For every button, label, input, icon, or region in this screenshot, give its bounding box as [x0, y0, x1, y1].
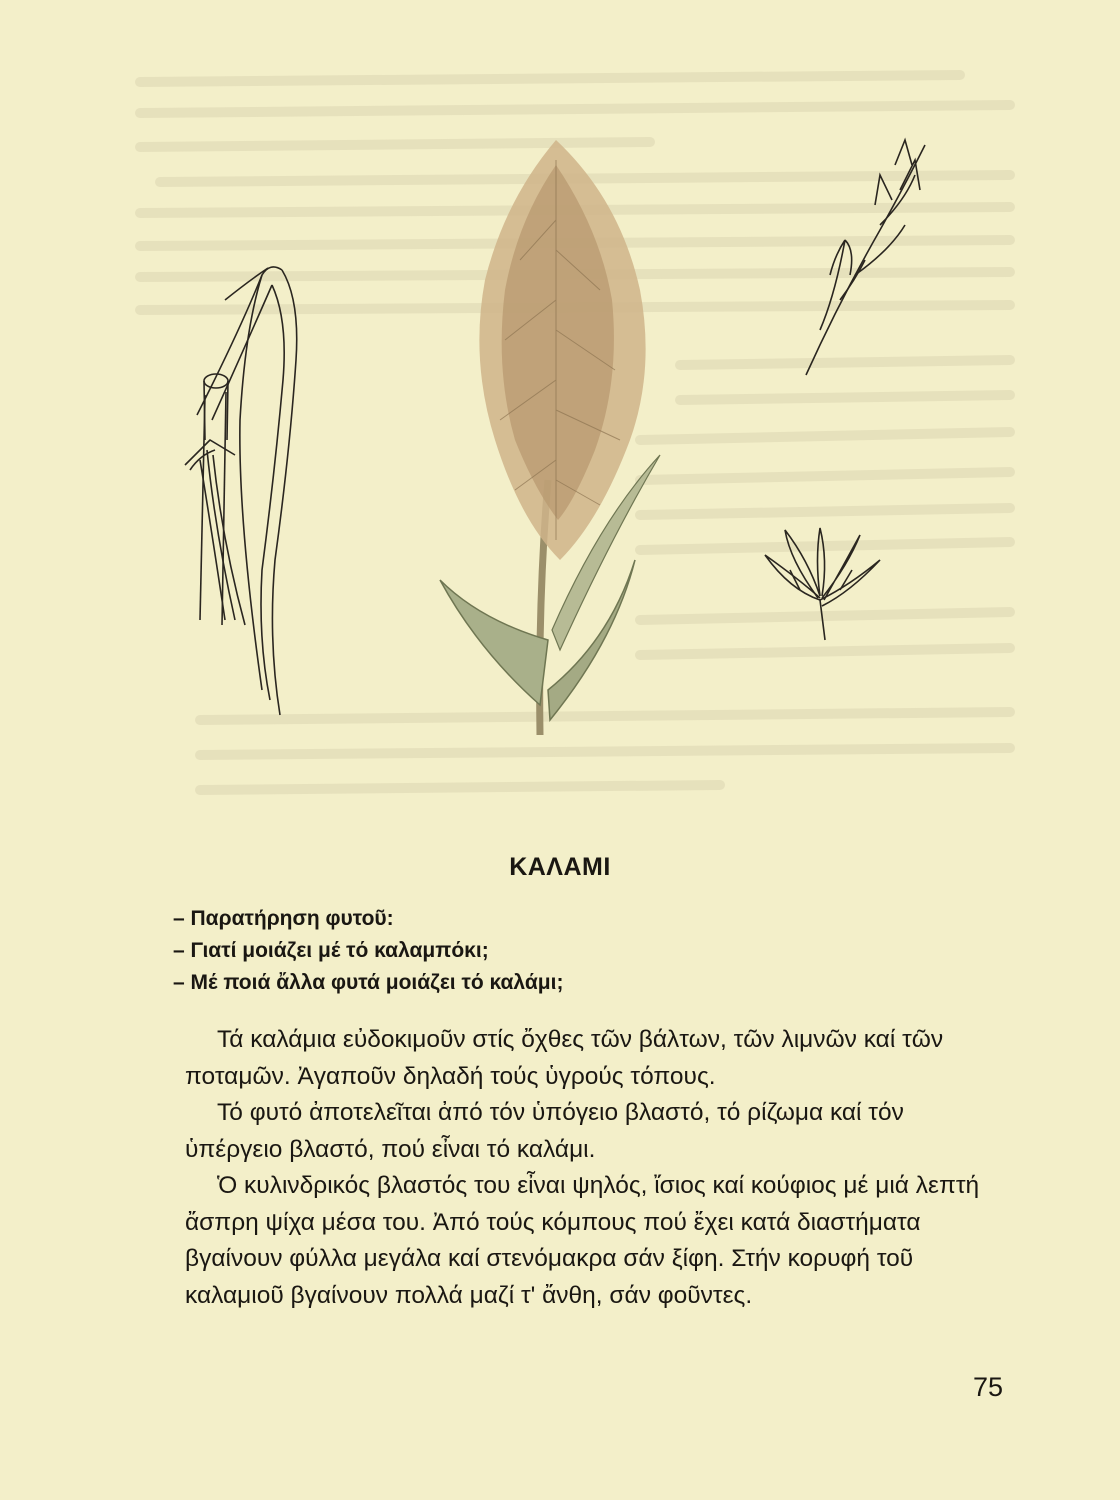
- paragraph: Τά καλάμια εὐδοκιμοῦν στίς ὄχθες τῶν βάλτων, τῶν λιμνῶν καί τῶν ποταμῶν. Ἀγαποῦν δηλαδή τούς ὑγρούς τόπους.: [185, 1026, 944, 1090]
- reed-plume: [440, 140, 660, 735]
- question-item: – Παρατήρηση φυτοῦ:: [173, 903, 563, 935]
- question-item: – Γιατί μοιάζει μέ τό καλαμπόκι;: [173, 935, 563, 967]
- body-text: [185, 1022, 1000, 1314]
- question-item: – Μέ ποιά ἄλλα φυτά μοιάζει τό καλάμι;: [173, 967, 563, 999]
- section-title: ΚΑΛΑΜΙ: [509, 853, 611, 881]
- paragraph: Ὁ κυλινδρικός βλαστός του εἶναι ψηλός, ἴσιος καί κούφιος μέ μιά λεπτή ἄσπρη ψίχα μέσα του. Ἀπό τούς κόμπους πού ἔχει κατά διαστήματα βγαίνουν φύλλα μεγάλα καί στενόμακρα σάν ξίφη. Στήν κορυφή τοῦ καλαμιοῦ βγαίνουν πολλά μαζί τ' ἄνθη, σάν φοῦντες.: [185, 1172, 980, 1309]
- page-number: 75: [972, 1372, 1003, 1402]
- paragraph: Τό φυτό ἀποτελεῖται ἀπό τόν ὑπόγειο βλαστό, τό ρίζωμα καί τόν ὑπέργειο βλαστό, πού εἶναι τό καλάμι.: [185, 1099, 904, 1163]
- stem-sketch: [185, 267, 297, 715]
- question-list: [173, 903, 563, 999]
